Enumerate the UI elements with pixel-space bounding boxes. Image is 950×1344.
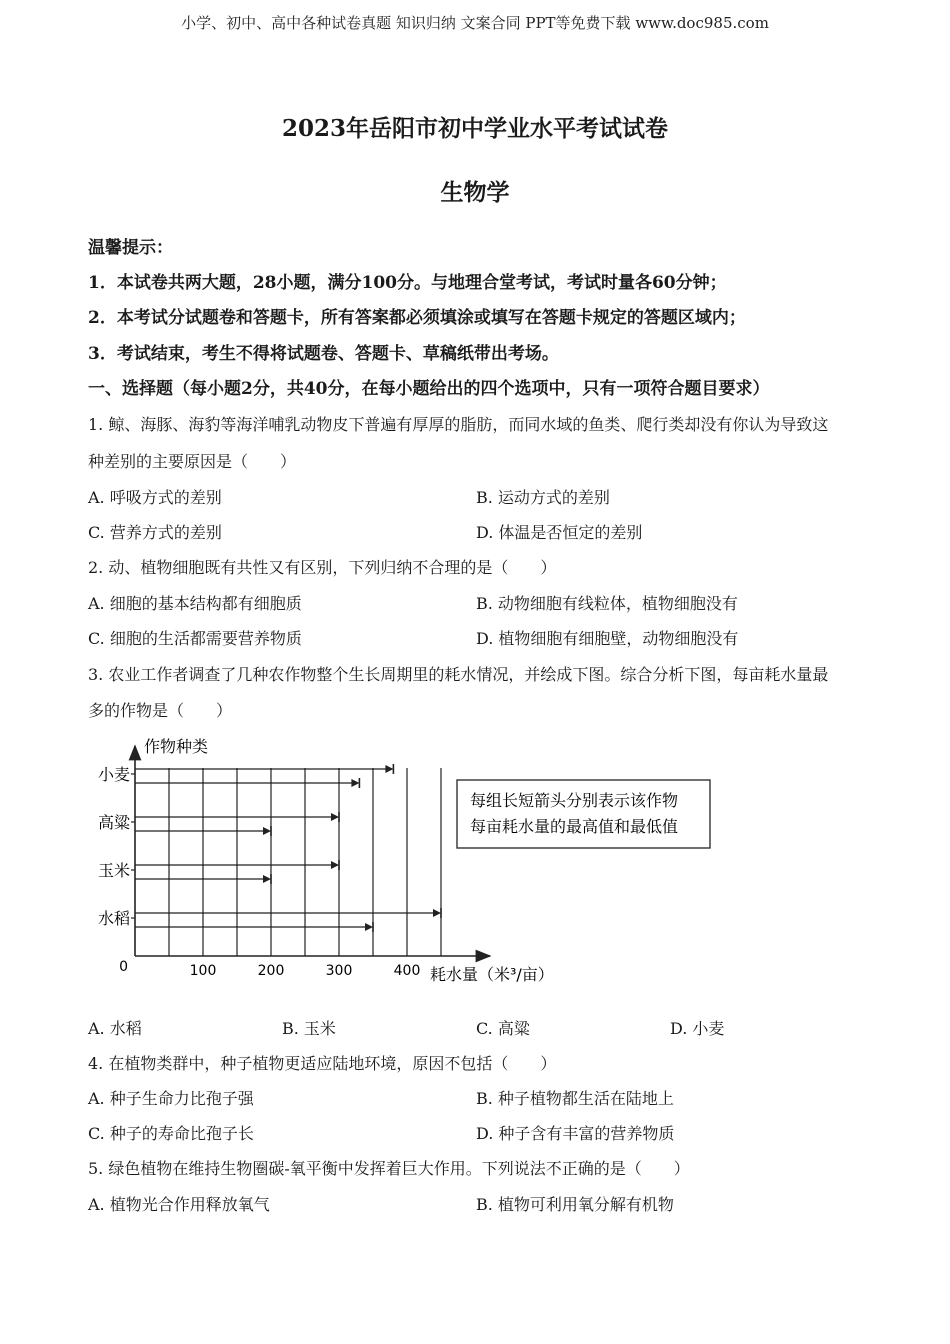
q5-option-b: B. 植物可利用氧分解有机物: [476, 1195, 674, 1214]
crop-label-2: 玉米: [97, 861, 130, 880]
x-tick-label-300: 300: [325, 963, 353, 979]
legend-line-2: 每亩耗水量的最高值和最低值: [470, 817, 679, 836]
q1-stem-line2: 种差别的主要原因是（ ）: [88, 452, 297, 471]
x-tick-label-100: 100: [189, 963, 217, 979]
water-consumption-chart: [88, 728, 679, 988]
q1-option-d: D. 体温是否恒定的差别: [476, 523, 643, 542]
q3-stem-line1: 3. 农业工作者调查了几种农作物整个生长周期里的耗水情况，并绘成下图。综合分析下图，每亩耗水量最: [88, 665, 829, 684]
subject-title: 生物学: [440, 179, 510, 206]
q2-option-c: C. 细胞的生活都需要营养物质: [88, 629, 302, 648]
q3-option-a: A. 水稻: [88, 1019, 142, 1038]
tip-3: 3．考试结束，考生不得将试题卷、答题卡、草稿纸带出考场。: [88, 344, 559, 364]
q4-option-a: A. 种子生命力比孢子强: [88, 1089, 254, 1108]
q2-option-b: B. 动物细胞有线粒体，植物细胞没有: [476, 594, 738, 613]
section-heading: 一、选择题（每小题2分，共40分，在每小题给出的四个选项中，只有一项符合题目要求）: [88, 379, 770, 399]
q3-option-b: B. 玉米: [282, 1019, 336, 1038]
q1-option-a: A. 呼吸方式的差别: [88, 488, 222, 507]
x-axis-label: 耗水量（米³/亩）: [430, 965, 554, 984]
q2-option-a: A. 细胞的基本结构都有细胞质: [88, 594, 302, 613]
page-header: 小学、初中、高中各种试卷真题 知识归纳 文案合同 PPT等免费下载 www.doc985.com: [181, 14, 769, 32]
exam-title: 2023年岳阳市初中学业水平考试试卷: [281, 115, 668, 142]
q3-stem-line2: 多的作物是（ ）: [88, 701, 233, 720]
x-tick-label-400: 400: [393, 963, 421, 979]
y-axis-label: 作物种类: [144, 737, 209, 756]
q5-stem: 5. 绿色植物在维持生物圈碳-氧平衡中发挥着巨大作用。下列说法不正确的是（ ）: [88, 1159, 690, 1178]
min-arrow-3: [135, 922, 373, 932]
max-arrow-0: [135, 764, 393, 774]
chart-legend: [457, 780, 710, 848]
q2-option-d: D. 植物细胞有细胞壁，动物细胞没有: [476, 629, 739, 648]
q1-stem-line1: 1. 鲸、海豚、海豹等海洋哺乳动物皮下普遍有厚厚的脂肪，而同水域的鱼类、爬行类却没有你认为导致这: [88, 415, 829, 434]
x-tick-label-200: 200: [257, 963, 285, 979]
q4-option-c: C. 种子的寿命比孢子长: [88, 1124, 254, 1143]
tip-2: 2．本考试分试题卷和答题卡，所有答案都必须填涂或填写在答题卡规定的答题区域内；: [88, 308, 746, 328]
q1-option-c: C. 营养方式的差别: [88, 523, 222, 542]
crop-label-3: 水稻: [97, 909, 130, 928]
q3-option-d: D. 小麦: [670, 1019, 725, 1038]
q4-option-b: B. 种子植物都生活在陆地上: [476, 1089, 674, 1108]
chart-gridlines: [169, 768, 441, 956]
q4-option-d: D. 种子含有丰富的营养物质: [476, 1124, 675, 1143]
max-arrow-3: [135, 908, 441, 918]
q4-stem: 4. 在植物类群中，种子植物更适应陆地环境，原因不包括（ ）: [88, 1054, 557, 1073]
q3-option-c: C. 高粱: [476, 1019, 530, 1038]
crop-label-0: 小麦: [97, 765, 130, 784]
crop-label-1: 高粱: [97, 813, 130, 832]
q2-stem: 2. 动、植物细胞既有共性又有区别，下列归纳不合理的是（ ）: [88, 558, 557, 577]
tips-heading: 温馨提示：: [88, 238, 173, 258]
q5-option-a: A. 植物光合作用释放氧气: [88, 1195, 270, 1214]
legend-line-1: 每组长短箭头分别表示该作物: [470, 791, 679, 810]
q1-option-b: B. 运动方式的差别: [476, 488, 610, 507]
origin-label: 0: [119, 959, 128, 975]
tip-1: 1．本试卷共两大题，28小题，满分100分。与地理合堂考试，考试时量各60分钟；: [88, 273, 727, 293]
